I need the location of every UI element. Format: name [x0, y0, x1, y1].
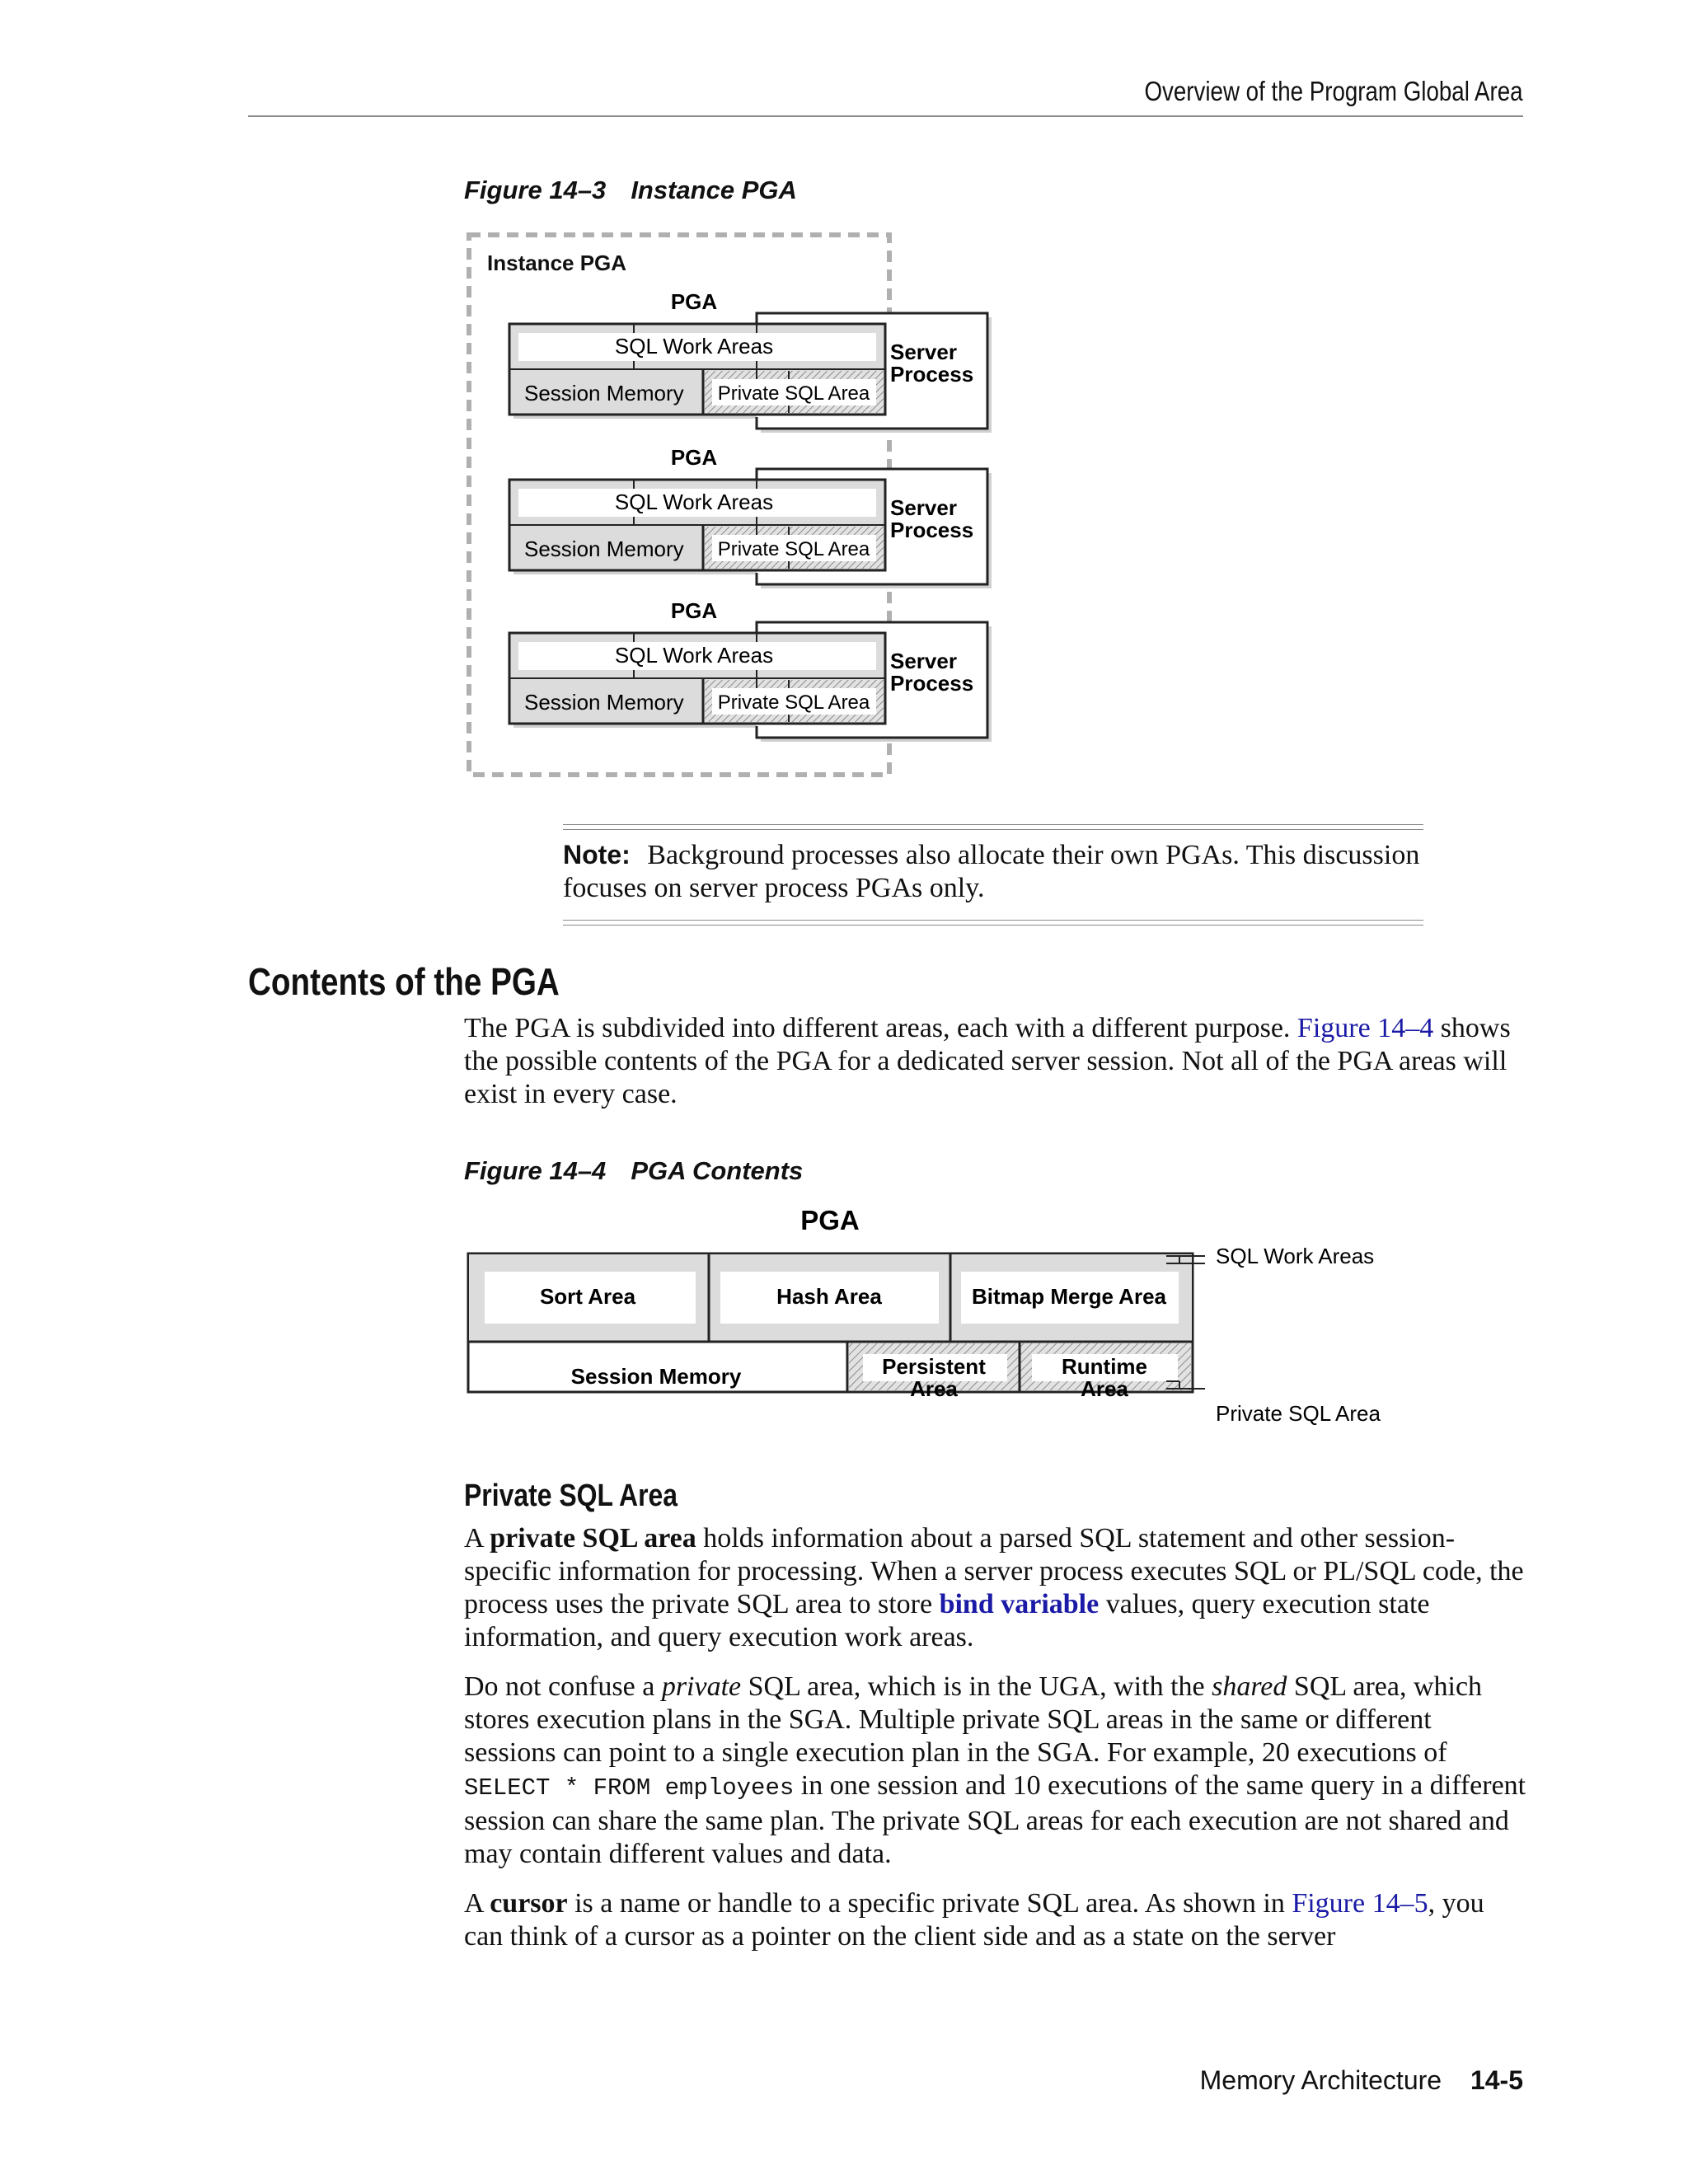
running-header: [1072, 76, 1523, 108]
pga-label: PGA: [670, 598, 718, 623]
server-process-label: Server: [890, 649, 957, 673]
code-sample: SELECT * FROM employees: [464, 1774, 795, 1802]
sort-area-label: Sort Area: [539, 1284, 636, 1309]
private-sql-paragraph-3: A cursor is a name or handle to a specific private SQL area. As shown in Figure 14–5, you can think of a cursor as a pointer on the client side and as a state on the server: [464, 1888, 1484, 1952]
sql-work-areas-label: SQL Work Areas: [614, 643, 774, 668]
figure-14-4-link[interactable]: Figure 14–4: [1296, 1013, 1434, 1043]
note-text: [563, 838, 1423, 905]
footer-page-number: 14-5: [1470, 2065, 1523, 2095]
server-process-label-line2: Process: [890, 671, 974, 696]
figure-14-4-title: PGA Contents: [631, 1156, 804, 1185]
note-box: [563, 824, 1423, 930]
pga-contents-title: PGA: [800, 1205, 860, 1235]
session-memory-label: Session Memory: [524, 537, 684, 561]
private-sql-area-label: Private SQL Area: [717, 691, 870, 714]
figure-14-3-title: Instance PGA: [631, 176, 797, 204]
term-cursor: cursor: [490, 1888, 568, 1919]
page-footer: [1200, 2065, 1523, 2096]
pga-label: PGA: [670, 289, 718, 314]
persistent-area-label-line2: Area: [910, 1376, 958, 1401]
figure-14-4-number: Figure 14–4: [464, 1156, 607, 1185]
private-sql-paragraph-1: A private SQL area holds information about a parsed SQL statement and other session-specific information for processing. When a server process executes SQL or PL/SQL code, the process uses the private SQL area to store bind variable values, query execution state information, and query execution work areas.: [464, 1523, 1524, 1652]
server-process-label-line2: Process: [890, 518, 974, 542]
footer-chapter: Memory Architecture: [1199, 2065, 1442, 2095]
pga-unit-1: [509, 289, 992, 433]
running-header-title: Overview of the Program Global Area: [1144, 76, 1523, 106]
private-sql-body: [464, 1522, 1527, 1970]
session-memory-label: Session Memory: [524, 690, 684, 715]
note-label: Note:: [563, 840, 631, 869]
section-paragraph: [464, 1012, 1527, 1111]
header-rule: [248, 115, 1523, 117]
figure-14-5-link[interactable]: Figure 14–5: [1292, 1888, 1428, 1919]
figure-14-3-caption: [464, 176, 797, 205]
section-text-2: shows the possible contents of the PGA for a dedicated server session. Not all of the PGA areas will exist in every case.: [464, 1013, 1511, 1109]
instance-pga-diagram: [453, 223, 1014, 783]
pga-contents-diagram: [462, 1203, 1451, 1442]
term-private-sql-area: private SQL area: [490, 1523, 696, 1554]
bind-variable-link[interactable]: bind variable: [939, 1589, 1100, 1619]
server-process-label: Server: [890, 340, 957, 364]
section-text-1: The PGA is subdivided into different areas, each with a different purpose.: [464, 1013, 1291, 1043]
bitmap-merge-area-label: Bitmap Merge Area: [972, 1284, 1166, 1309]
sql-work-areas-label: SQL Work Areas: [614, 334, 774, 359]
pga-label: PGA: [670, 445, 718, 470]
session-memory-label: Session Memory: [570, 1364, 742, 1389]
figure-14-4-caption: [464, 1156, 803, 1186]
runtime-area-label: Runtime: [1062, 1354, 1147, 1379]
private-sql-area-label: Private SQL Area: [717, 382, 870, 405]
session-memory-label: Session Memory: [524, 381, 684, 405]
private-sql-area-label: Private SQL Area: [717, 538, 870, 560]
persistent-area-label: Persistent: [882, 1354, 986, 1379]
section-heading: Contents of the PGA: [248, 960, 560, 1003]
instance-pga-label: Instance PGA: [487, 251, 627, 275]
figure-14-3-number: Figure 14–3: [464, 176, 607, 204]
pga-unit-3: [509, 598, 992, 742]
callout-private-sql-area: Private SQL Area: [1216, 1401, 1381, 1426]
private-sql-paragraph-2: Do not confuse a private SQL area, which is in the UGA, with the shared SQL area, which stores execution plans in the SGA. Multiple private SQL areas in the same or different sessions can point to a single execution plan in the SGA. For example, 20 executions of SELECT * FROM employees in one session and 10 executions of the same query in a different session can share the same plan. The private SQL areas for each execution are not shared and may contain different values and data.: [464, 1671, 1526, 1869]
runtime-area-label-line2: Area: [1081, 1376, 1128, 1401]
callout-sql-work-areas: SQL Work Areas: [1216, 1244, 1375, 1268]
pga-unit-2: [509, 445, 992, 588]
server-process-label-line2: Process: [890, 362, 974, 387]
note-body: Background processes also allocate their own PGAs. This discussion focuses on server process PGAs only.: [563, 840, 1420, 903]
server-process-label: Server: [890, 495, 957, 520]
private-sql-heading: Private SQL Area: [464, 1479, 678, 1513]
hash-area-label: Hash Area: [776, 1284, 882, 1309]
sql-work-areas-label: SQL Work Areas: [614, 490, 774, 514]
